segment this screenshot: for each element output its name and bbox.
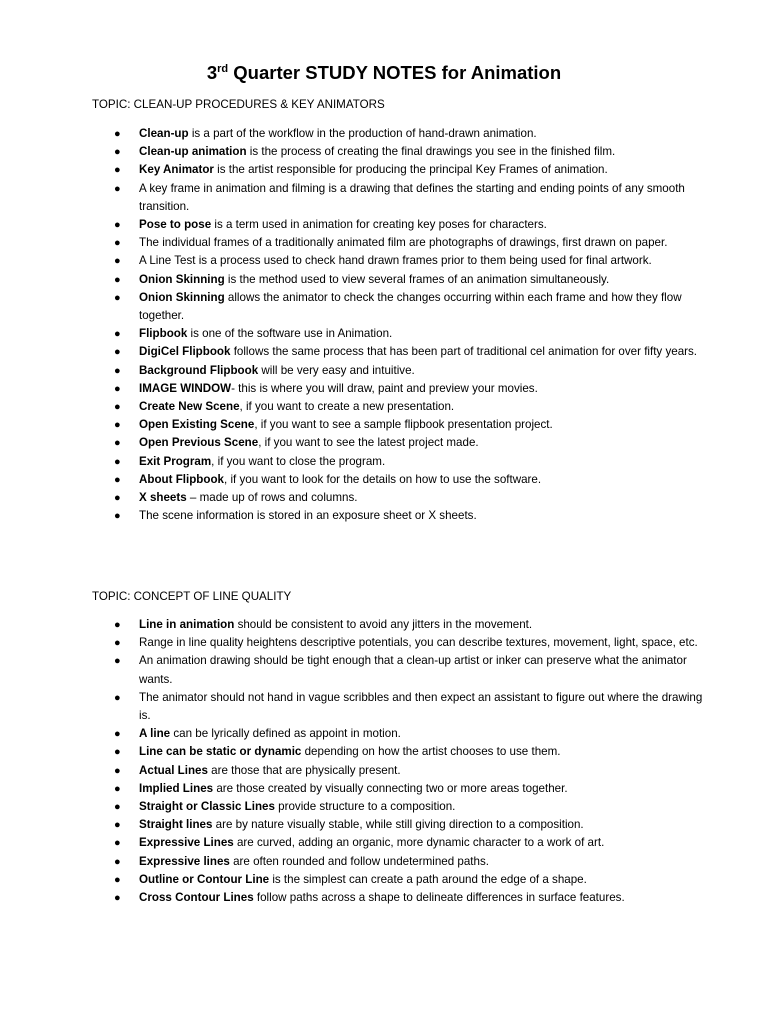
bullet-icon: ● [114, 764, 121, 777]
item-text: is one of the software use in Animation. [187, 327, 393, 341]
bullet-icon: ● [114, 128, 121, 140]
item-text: follows the same process that has been part of traditional cel animation for over fifty years. [230, 345, 698, 359]
list-item [0, 161, 768, 179]
item-bold-term: Cross Contour Lines [139, 891, 254, 905]
item-text: , if you want to close the program. [211, 454, 386, 468]
item-bold-term: A line [139, 727, 171, 741]
list-item [0, 798, 768, 816]
page-title [0, 61, 768, 85]
bullet-icon: ● [114, 382, 121, 395]
list-item [0, 143, 768, 161]
item-text: can be lyrically defined as appoint in motion. [170, 727, 401, 741]
title-superscript: rd [217, 63, 229, 75]
item-text: - this is where you will draw, paint and preview your movies. [231, 381, 538, 395]
item-bold-term: Exit Program [139, 454, 212, 468]
item-bold-term: DigiCel Flipbook [139, 345, 231, 359]
list-item [0, 343, 768, 361]
list-item [0, 725, 768, 743]
bullet-icon: ● [114, 255, 121, 268]
item-bold-term: Outline or Contour Line [139, 872, 270, 886]
bullet-icon: ● [114, 346, 121, 359]
item-bold-term: Flipbook [139, 327, 188, 341]
list-item [0, 616, 768, 634]
list-item [0, 216, 768, 234]
bullet-icon: ● [114, 273, 121, 286]
item-text: A key frame in animation and filming is a drawing that defines the starting and ending points of any smooth transition. [139, 181, 685, 213]
list-item [0, 834, 768, 852]
item-bold-term: Implied Lines [139, 781, 214, 795]
bullet-icon: ● [114, 291, 121, 304]
item-bold-term: Open Existing Scene [139, 418, 255, 432]
bullet-icon: ● [114, 855, 121, 868]
bullet-icon: ● [114, 164, 121, 177]
list-item [0, 743, 768, 761]
bullet-icon: ● [114, 873, 121, 886]
list-item [0, 380, 768, 398]
topic-heading-cleanup: TOPIC: CLEAN-UP PROCEDURES & KEY ANIMATORS [92, 98, 385, 111]
bullet-icon: ● [114, 437, 121, 450]
item-text: , if you want to see the latest project made. [258, 436, 479, 450]
list-item [0, 252, 768, 270]
list-item [0, 489, 768, 507]
item-bold-term: Onion Skinning [139, 272, 225, 286]
list-item [0, 125, 768, 143]
item-text: allows the animator to check the changes occurring within each frame and how they flow together. [139, 290, 682, 323]
list-item [0, 652, 768, 688]
bullet-icon: ● [114, 401, 121, 414]
item-bold-term: X sheets [139, 491, 187, 505]
bullet-icon: ● [114, 219, 121, 232]
item-bold-term: Clean-up [139, 127, 189, 140]
bullet-icon: ● [114, 801, 121, 814]
item-text: are often rounded and follow undetermined paths. [229, 854, 489, 868]
item-bold-term: Actual Lines [139, 763, 208, 777]
item-bold-term: Line in animation [139, 618, 235, 631]
item-text: should be consistent to avoid any jitters in the movement. [234, 618, 533, 631]
bullet-icon: ● [114, 619, 121, 631]
bullet-icon: ● [114, 473, 121, 486]
item-text: , if you want to see a sample flipbook presentation project. [254, 418, 553, 432]
item-bold-term: Open Previous Scene [139, 436, 259, 450]
item-bold-term: Expressive Lines [139, 836, 234, 850]
item-bold-term: Line can be static or dynamic [139, 745, 302, 759]
bullet-icon: ● [114, 492, 121, 505]
item-bold-term: Create New Scene [139, 400, 240, 414]
list-item [0, 507, 768, 525]
list-item [0, 398, 768, 416]
list-item [0, 416, 768, 434]
item-text: will be very easy and intuitive. [258, 363, 415, 377]
item-text: is the process of creating the final drawings you see in the finished film. [246, 145, 616, 159]
topic-heading-line-quality: TOPIC: CONCEPT OF LINE QUALITY [92, 590, 292, 603]
list-item [0, 453, 768, 471]
list-item [0, 434, 768, 452]
item-text: A Line Test is a process used to check hand drawn frames prior to them being used for final artwork. [139, 254, 652, 268]
bullet-icon: ● [114, 819, 121, 832]
item-text: is the method used to view several frames of an animation simultaneously. [224, 272, 610, 286]
item-bold-term: IMAGE WINDOW [139, 381, 232, 395]
title-rest: Quarter STUDY NOTES for Animation [228, 62, 562, 83]
item-text: The scene information is stored in an exposure sheet or X sheets. [139, 509, 477, 523]
item-text: are those that are physically present. [207, 763, 401, 777]
item-text: is a term used in animation for creating key poses for characters. [211, 218, 547, 232]
item-text: An animation drawing should be tight enough that a clean-up artist or inker can preserve what the animator wants. [139, 654, 687, 686]
bullet-icon: ● [114, 419, 121, 432]
list-item [0, 471, 768, 489]
item-text: follow paths across a shape to delineate differences in surface features. [253, 891, 625, 905]
bullet-icon: ● [114, 637, 121, 650]
bullet-icon: ● [114, 837, 121, 850]
list-item [0, 689, 768, 725]
item-text: are by nature visually stable, while still giving direction to a composition. [212, 818, 584, 832]
bullet-icon: ● [114, 182, 121, 195]
bullet-icon: ● [114, 364, 121, 377]
item-text: The animator should not hand in vague scribbles and then expect an assistant to figure out where the drawing is. [139, 690, 703, 723]
item-text: is the simplest can create a path around the edge of a shape. [269, 872, 587, 886]
list-item [0, 271, 768, 289]
item-text: – made up of rows and columns. [186, 491, 358, 505]
item-text: is a part of the workflow in the production of hand-drawn animation. [188, 127, 537, 140]
list-item [0, 180, 768, 216]
list-item [0, 362, 768, 380]
list-item [0, 889, 768, 907]
bullet-icon: ● [114, 237, 121, 250]
list-item [0, 762, 768, 780]
item-text: The individual frames of a traditionally animated film are photographs of drawings, first drawn on paper. [139, 236, 668, 250]
item-text: depending on how the artist chooses to use them. [301, 745, 561, 759]
list-item [0, 871, 768, 889]
notes-list-cleanup [0, 125, 768, 525]
item-text: Range in line quality heightens descriptive potentials, you can describe textures, movement, light, space, etc. [139, 636, 698, 650]
item-bold-term: Onion Skinning [139, 290, 225, 304]
notes-list-line-quality [0, 616, 768, 907]
list-item [0, 234, 768, 252]
list-item [0, 289, 768, 325]
item-bold-term: Expressive lines [139, 854, 230, 868]
bullet-icon: ● [114, 455, 121, 468]
bullet-icon: ● [114, 510, 121, 523]
bullet-icon: ● [114, 782, 121, 795]
item-text: is the artist responsible for producing the principal Key Frames of animation. [213, 163, 608, 177]
item-bold-term: Clean-up animation [139, 145, 247, 159]
item-text: are those created by visually connecting two or more areas together. [213, 781, 568, 795]
bullet-icon: ● [114, 328, 121, 341]
bullet-icon: ● [114, 728, 121, 741]
bullet-icon: ● [114, 146, 121, 159]
title-number: 3 [206, 62, 218, 83]
item-bold-term: About Flipbook [139, 472, 225, 486]
list-item [0, 780, 768, 798]
list-item [0, 816, 768, 834]
item-text: are curved, adding an organic, more dynamic character to a work of art. [233, 836, 605, 850]
bullet-icon: ● [114, 655, 121, 668]
item-text: , if you want to create a new presentation. [239, 400, 455, 414]
bullet-icon: ● [114, 746, 121, 759]
item-bold-term: Pose to pose [139, 218, 212, 232]
item-bold-term: Background Flipbook [139, 363, 259, 377]
bullet-icon: ● [114, 892, 121, 905]
item-bold-term: Straight or Classic Lines [139, 800, 275, 814]
item-bold-term: Key Animator [139, 163, 214, 177]
item-text: , if you want to look for the details on how to use the software. [224, 472, 542, 486]
list-item [0, 634, 768, 652]
list-item [0, 325, 768, 343]
list-item [0, 853, 768, 871]
item-bold-term: Straight lines [139, 818, 213, 832]
item-text: provide structure to a composition. [274, 800, 456, 814]
bullet-icon: ● [114, 691, 121, 704]
